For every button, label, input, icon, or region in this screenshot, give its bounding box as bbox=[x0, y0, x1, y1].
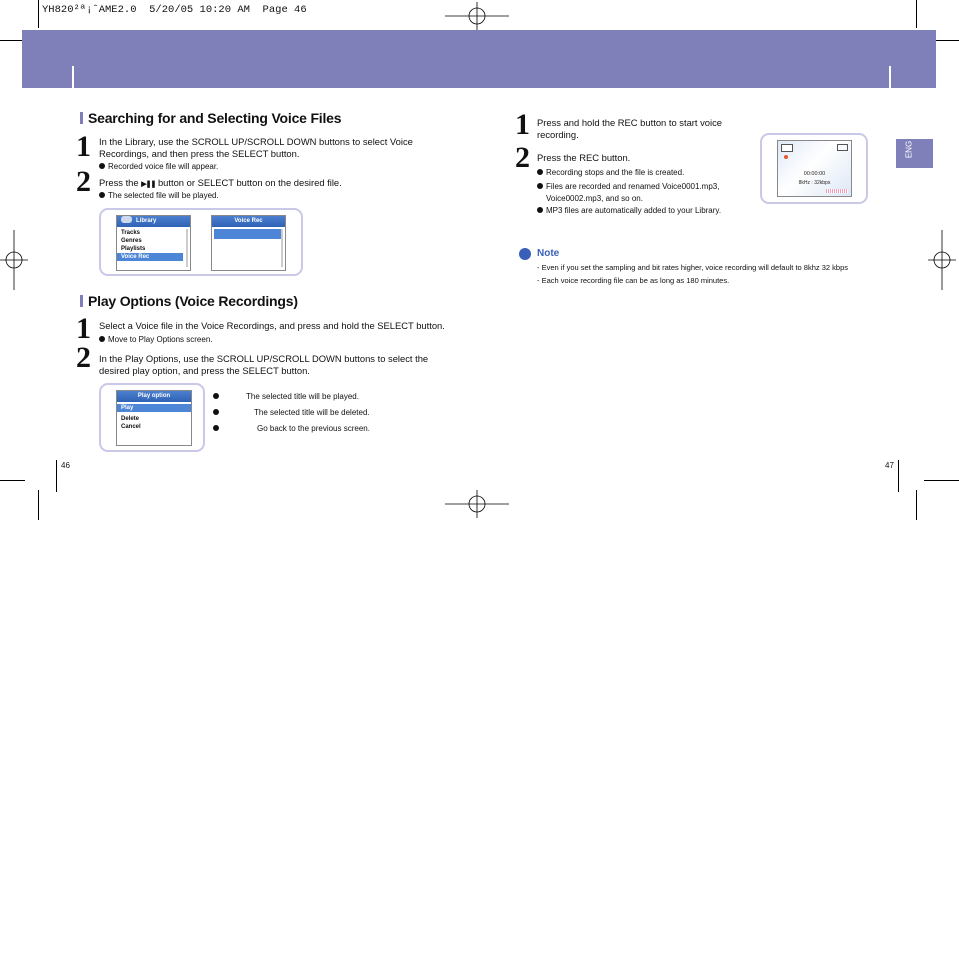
crop-mark bbox=[0, 480, 25, 481]
option-description-delete: The selected title will be deleted. bbox=[213, 407, 370, 418]
menu-item-playlists[interactable]: Playlists bbox=[121, 246, 146, 252]
step-subnote: Recorded voice file will appear. bbox=[99, 161, 218, 172]
recording-quality: 8kHz : 32kbps bbox=[798, 180, 831, 186]
step-number: 1 bbox=[515, 108, 530, 141]
note-line: - Even if you set the sampling and bit rates higher, voice recording will default to 8khz 32 kbps bbox=[537, 263, 849, 272]
registration-mark-bottom bbox=[445, 490, 509, 518]
library-icon bbox=[121, 216, 132, 223]
crop-mark bbox=[898, 460, 899, 492]
step-subnote: Recording stops and the file is created. bbox=[537, 167, 684, 178]
step-text: In the Library, use the SCROLL UP/SCROLL DOWN buttons to select Voice Recordings, and then press the SELECT button. bbox=[99, 136, 413, 159]
selected-file-row[interactable] bbox=[214, 229, 281, 239]
language-tab: ENG bbox=[896, 139, 933, 168]
step-subnote: Files are recorded and renamed Voice0001.mp3, bbox=[537, 181, 719, 192]
crop-mark bbox=[924, 480, 959, 481]
screen-header: Library bbox=[117, 216, 190, 227]
step-text: Press the ▶❚❚ button or SELECT button on the desired file. bbox=[99, 177, 342, 188]
step-number: 2 bbox=[76, 165, 91, 198]
crop-mark bbox=[56, 460, 57, 492]
band-tick bbox=[72, 66, 74, 88]
crop-mark bbox=[916, 0, 917, 28]
scrollbar[interactable] bbox=[186, 229, 188, 267]
step-number: 2 bbox=[76, 341, 91, 374]
section-title-searching: Searching for and Selecting Voice Files bbox=[80, 110, 341, 126]
registration-mark-right bbox=[928, 230, 956, 290]
recording-time: 00:00:00 bbox=[803, 171, 826, 177]
step-text: Select a Voice file in the Voice Recordings, and press and hold the SELECT button. bbox=[99, 320, 445, 331]
step-number: 1 bbox=[76, 312, 91, 345]
option-cancel[interactable]: Cancel bbox=[121, 424, 141, 430]
battery-icon bbox=[837, 144, 848, 151]
step-text: Press and hold the REC button to start voice recording. bbox=[537, 117, 722, 140]
note-line: - Each voice recording file can be as long as 180 minutes. bbox=[537, 276, 730, 285]
option-play[interactable]: Play bbox=[117, 404, 191, 412]
page-number-left: 46 bbox=[61, 461, 70, 470]
play-pause-icon: ▶❚❚ bbox=[141, 181, 156, 188]
page-number-right: 47 bbox=[885, 461, 894, 470]
screen-header: Voice Rec bbox=[212, 216, 285, 227]
menu-item-tracks[interactable]: Tracks bbox=[121, 230, 141, 236]
scrollbar[interactable] bbox=[281, 229, 283, 267]
note-icon bbox=[519, 248, 531, 260]
option-delete[interactable]: Delete bbox=[121, 416, 140, 422]
step-subnote: Move to Play Options screen. bbox=[99, 334, 213, 345]
band-tick bbox=[889, 66, 891, 88]
registration-mark-left bbox=[0, 230, 28, 290]
screen-header: Play option bbox=[117, 391, 191, 402]
level-meter bbox=[826, 189, 848, 193]
menu-item-genres[interactable]: Genres bbox=[121, 238, 142, 244]
step-text: In the Play Options, use the SCROLL UP/SCROLL DOWN buttons to select the desired play option, and press the SELECT button. bbox=[99, 353, 429, 376]
step-text: Press the REC button. bbox=[537, 152, 631, 163]
step-subnote-continued: Voice0002.mp3, and so on. bbox=[546, 194, 643, 203]
crop-mark bbox=[916, 490, 917, 520]
header-band bbox=[22, 30, 936, 88]
crop-mark bbox=[38, 0, 39, 28]
option-description-cancel: Go back to the previous screen. bbox=[213, 423, 370, 434]
registration-mark-top bbox=[445, 2, 509, 30]
screen-library bbox=[116, 215, 191, 271]
screen-recording bbox=[777, 140, 852, 197]
menu-item-voice-rec[interactable]: Voice Rec bbox=[117, 253, 183, 261]
print-header-meta: YH820²ª¡ˆAME2.0 5/20/05 10:20 AM Page 46 bbox=[42, 4, 307, 16]
screen-play-option bbox=[116, 390, 192, 446]
step-number: 2 bbox=[515, 141, 530, 174]
option-description-play: The selected title will be played. bbox=[213, 391, 359, 402]
step-number: 1 bbox=[76, 130, 91, 163]
section-title-play-options: Play Options (Voice Recordings) bbox=[80, 293, 298, 309]
crop-mark bbox=[38, 490, 39, 520]
note-label: Note bbox=[537, 248, 560, 259]
step-subnote: MP3 files are automatically added to your Library. bbox=[537, 205, 721, 216]
record-dot-icon bbox=[784, 155, 788, 159]
screen-voice-rec bbox=[211, 215, 286, 271]
mic-icon bbox=[781, 144, 793, 152]
step-subnote: The selected file will be played. bbox=[99, 190, 219, 201]
